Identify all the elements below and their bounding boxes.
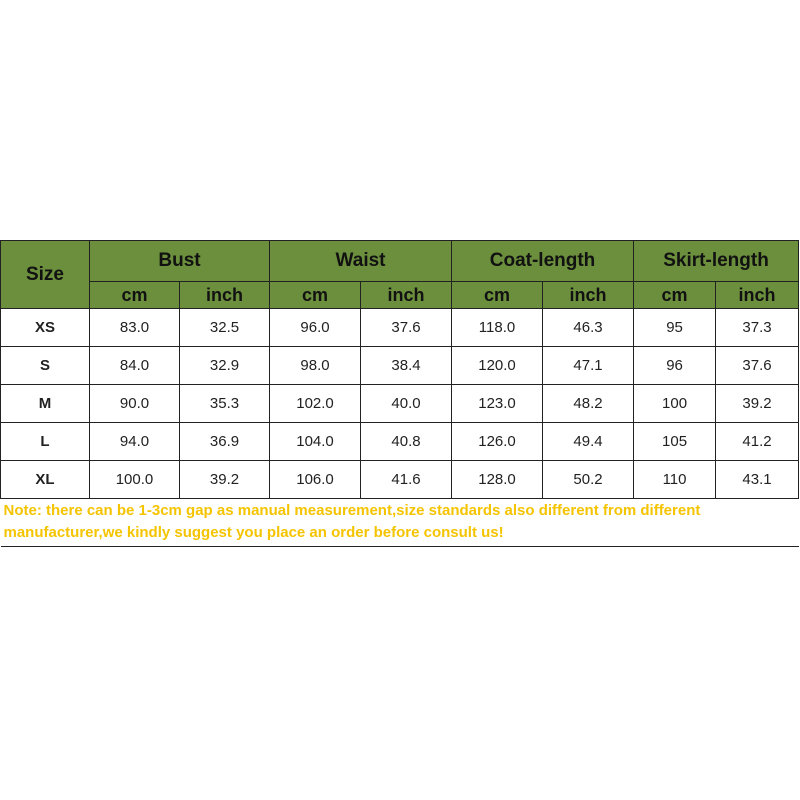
waist-header: Waist xyxy=(270,241,452,282)
measurement-cell: 37.6 xyxy=(361,309,452,347)
size-header: Size xyxy=(1,241,90,309)
unit-header: cm xyxy=(634,282,716,309)
note-line-2: manufacturer,we kindly suggest you place an order before consult us! xyxy=(3,524,504,541)
measurement-cell: 43.1 xyxy=(716,461,799,499)
measurement-cell: 100 xyxy=(634,385,716,423)
measurement-cell: 120.0 xyxy=(452,347,543,385)
measurement-cell: 50.2 xyxy=(543,461,634,499)
measurement-cell: 126.0 xyxy=(452,423,543,461)
note-line-1: Note: there can be 1-3cm gap as manual measurement,size standards also different from different xyxy=(3,502,701,519)
header-row xyxy=(1,241,799,282)
measurement-cell: 94.0 xyxy=(90,423,180,461)
unit-header: cm xyxy=(90,282,180,309)
measurement-cell: 48.2 xyxy=(543,385,634,423)
measurement-cell: 39.2 xyxy=(716,385,799,423)
measurement-cell: 37.3 xyxy=(716,309,799,347)
measurement-cell: 40.0 xyxy=(361,385,452,423)
measurement-cell: 90.0 xyxy=(90,385,180,423)
measurement-cell: 49.4 xyxy=(543,423,634,461)
measurement-cell: 40.8 xyxy=(361,423,452,461)
skirt-length-header: Skirt-length xyxy=(634,241,799,282)
measurement-cell: 47.1 xyxy=(543,347,634,385)
measurement-cell: 96 xyxy=(634,347,716,385)
measurement-cell: 96.0 xyxy=(270,309,361,347)
table-row xyxy=(1,423,799,461)
unit-header: cm xyxy=(270,282,361,309)
unit-header: cm xyxy=(452,282,543,309)
measurement-cell: 110 xyxy=(634,461,716,499)
measurement-cell: 102.0 xyxy=(270,385,361,423)
measurement-note xyxy=(1,499,799,547)
measurement-cell: 104.0 xyxy=(270,423,361,461)
measurement-cell: 37.6 xyxy=(716,347,799,385)
measurement-cell: 38.4 xyxy=(361,347,452,385)
size-cell: XL xyxy=(1,461,90,499)
measurement-cell: 84.0 xyxy=(90,347,180,385)
size-cell: S xyxy=(1,347,90,385)
measurement-cell: 41.6 xyxy=(361,461,452,499)
measurement-cell: 100.0 xyxy=(90,461,180,499)
size-cell: XS xyxy=(1,309,90,347)
table-row xyxy=(1,461,799,499)
measurement-cell: 36.9 xyxy=(180,423,270,461)
size-chart-table xyxy=(0,240,799,547)
measurement-cell: 32.5 xyxy=(180,309,270,347)
size-cell: M xyxy=(1,385,90,423)
unit-header: inch xyxy=(543,282,634,309)
measurement-cell: 98.0 xyxy=(270,347,361,385)
unit-header: inch xyxy=(180,282,270,309)
measurement-cell: 106.0 xyxy=(270,461,361,499)
measurement-cell: 35.3 xyxy=(180,385,270,423)
size-cell: L xyxy=(1,423,90,461)
unit-header: inch xyxy=(361,282,452,309)
unit-header-row xyxy=(1,282,799,309)
bust-header: Bust xyxy=(90,241,270,282)
unit-header: inch xyxy=(716,282,799,309)
measurement-cell: 83.0 xyxy=(90,309,180,347)
note-row xyxy=(1,499,799,547)
measurement-cell: 95 xyxy=(634,309,716,347)
measurement-cell: 32.9 xyxy=(180,347,270,385)
table-row xyxy=(1,385,799,423)
measurement-cell: 118.0 xyxy=(452,309,543,347)
measurement-cell: 39.2 xyxy=(180,461,270,499)
measurement-cell: 105 xyxy=(634,423,716,461)
table-row xyxy=(1,309,799,347)
measurement-cell: 128.0 xyxy=(452,461,543,499)
measurement-cell: 41.2 xyxy=(716,423,799,461)
table-row xyxy=(1,347,799,385)
measurement-cell: 123.0 xyxy=(452,385,543,423)
measurement-cell: 46.3 xyxy=(543,309,634,347)
coat-length-header: Coat-length xyxy=(452,241,634,282)
